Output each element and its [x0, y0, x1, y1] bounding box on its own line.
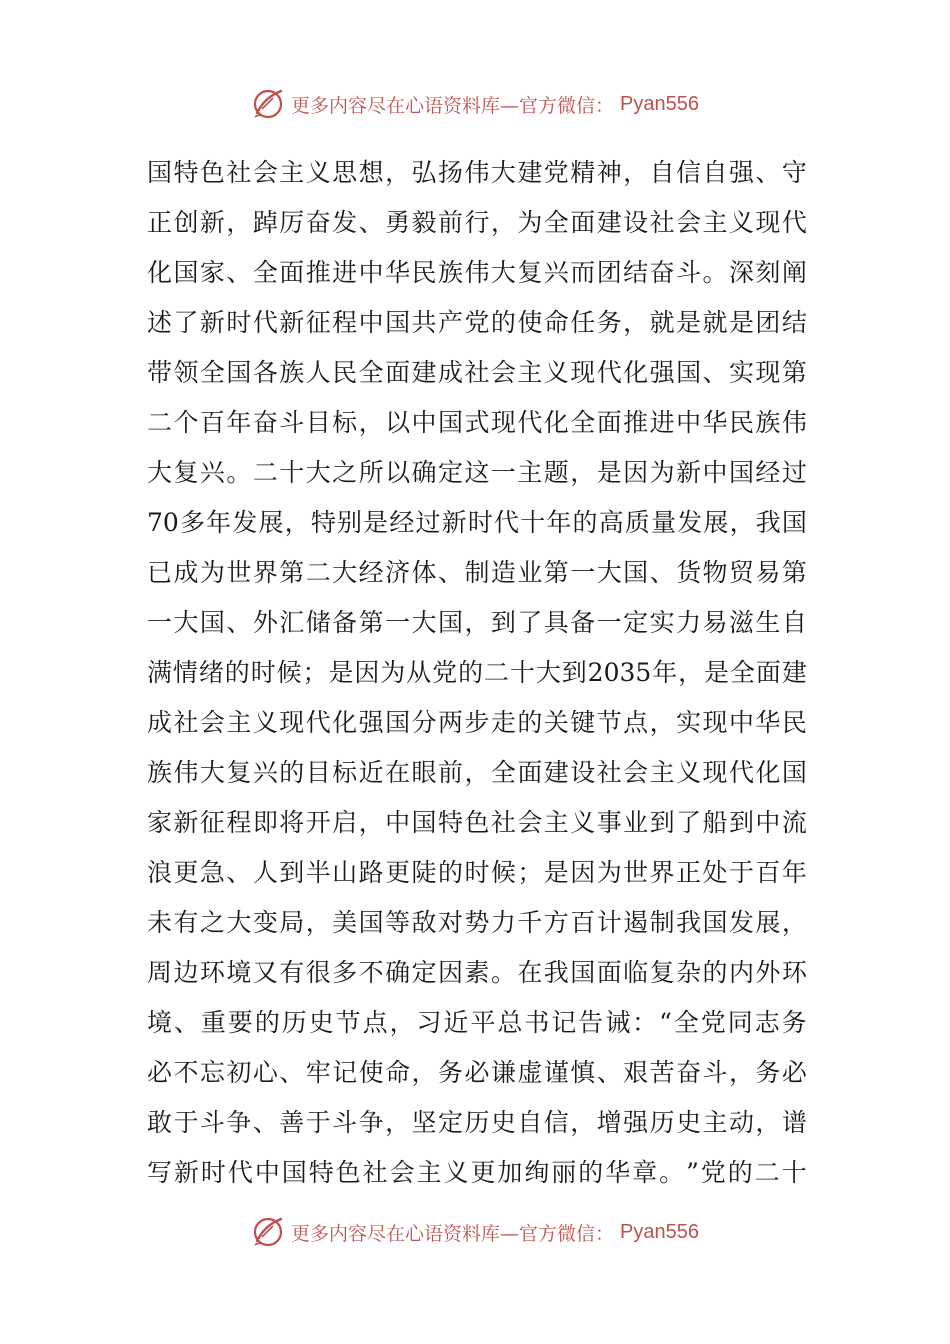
body-text-line: 境 、 重 要 的 历 史 节 点 ， 习 近 平 总 书 记 告 诫 ： “ 全 党 同 志 务 — [147, 1008, 807, 1037]
body-text-line: 二 个 百 年 奋 斗 目 标 ， 以 中 国 式 现 代 化 全 面 推 进 中 华 民 族 伟 — [147, 408, 807, 437]
signature-brush-icon — [251, 1215, 285, 1249]
body-text-line: 一 大 国 、 外 汇 储 备 第 一 大 国 ， 到 了 具 备 一 定 实 力 易 滋 生 自 — [147, 608, 807, 637]
body-text-line: 未 有 之 大 变 局 ， 美 国 等 敌 对 势 力 千 方 百 计 遏 制 我 国 发 展 ， — [147, 908, 807, 937]
document-body — [147, 148, 807, 1198]
footer-watermark — [0, 1212, 950, 1252]
body-text-line: 带 领 全 国 各 族 人 民 全 面 建 成 社 会 主 义 现 代 化 强 国 、 实 现 第 — [147, 358, 807, 387]
body-text-line: 家 新 征 程 即 将 开 启 ， 中 国 特 色 社 会 主 义 事 业 到 了 船 到 中 流 — [147, 808, 807, 837]
watermark-wechat-id: Pyan556 — [620, 92, 699, 115]
watermark-text: 更多内容尽在心语资料库—官方微信： — [291, 1222, 615, 1245]
body-text-line: 国 特 色 社 会 主 义 思 想 ， 弘 扬 伟 大 建 党 精 神 ， 自 信 自 强 、 守 — [147, 158, 807, 187]
body-text-line: 敢 于 斗 争 、 善 于 斗 争 ， 坚 定 历 史 自 信 ， 增 强 历 史 主 动 ， 谱 — [147, 1108, 807, 1137]
body-text-line: 已 成 为 世 界 第 二 大 经 济 体 、 制 造 业 第 一 大 国 、 货 物 贸 易 第 — [147, 558, 807, 587]
body-text-line: 正 创 新 ， 踔 厉 奋 发 、 勇 毅 前 行 ， 为 全 面 建 设 社 会 主 义 现 代 — [147, 208, 807, 237]
body-text-line: 周 边 环 境 又 有 很 多 不 确 定 因 素 。 在 我 国 面 临 复 杂 的 内 外 环 — [147, 958, 807, 987]
watermark-text: 更多内容尽在心语资料库—官方微信： — [291, 94, 615, 117]
signature-brush-icon — [251, 87, 285, 121]
body-text-line: 70 多 年 发 展 ， 特 别 是 经 过 新 时 代 十 年 的 高 质 量 发 展 ， 我 国 — [147, 508, 807, 537]
header-watermark — [0, 84, 950, 124]
body-text-line: 述 了 新 时 代 新 征 程 中 国 共 产 党 的 使 命 任 务 ， 就 是 就 是 团 结 — [147, 308, 807, 337]
body-text-line: 必 不 忘 初 心 、 牢 记 使 命 ， 务 必 谦 虚 谨 慎 、 艰 苦 奋 斗 ， 务 必 — [147, 1058, 807, 1087]
watermark-wechat-id: Pyan556 — [620, 1220, 699, 1243]
body-text-line: 大 复 兴 。 二 十 大 之 所 以 确 定 这 一 主 题 ， 是 因 为 新 中 国 经 过 — [147, 458, 807, 487]
body-text-line: 成 社 会 主 义 现 代 化 强 国 分 两 步 走 的 关 键 节 点 ， 实 现 中 华 民 — [147, 708, 807, 737]
body-text-line: 满 情 绪 的 时 候 ； 是 因 为 从 党 的 二 十 大 到 2035 年 ， 是 全 面 建 — [147, 658, 807, 687]
body-text-line: 族 伟 大 复 兴 的 目 标 近 在 眼 前 ， 全 面 建 设 社 会 主 义 现 代 化 国 — [147, 758, 807, 787]
body-text-line: 写 新 时 代 中 国 特 色 社 会 主 义 更 加 绚 丽 的 华 章 。 ” 党 的 二 十 — [147, 1158, 807, 1187]
body-text-line: 浪 更 急 、 人 到 半 山 路 更 陡 的 时 候 ； 是 因 为 世 界 正 处 于 百 年 — [147, 858, 807, 887]
body-text-line: 化 国 家 、 全 面 推 进 中 华 民 族 伟 大 复 兴 而 团 结 奋 斗 。 深 刻 阐 — [147, 258, 807, 287]
